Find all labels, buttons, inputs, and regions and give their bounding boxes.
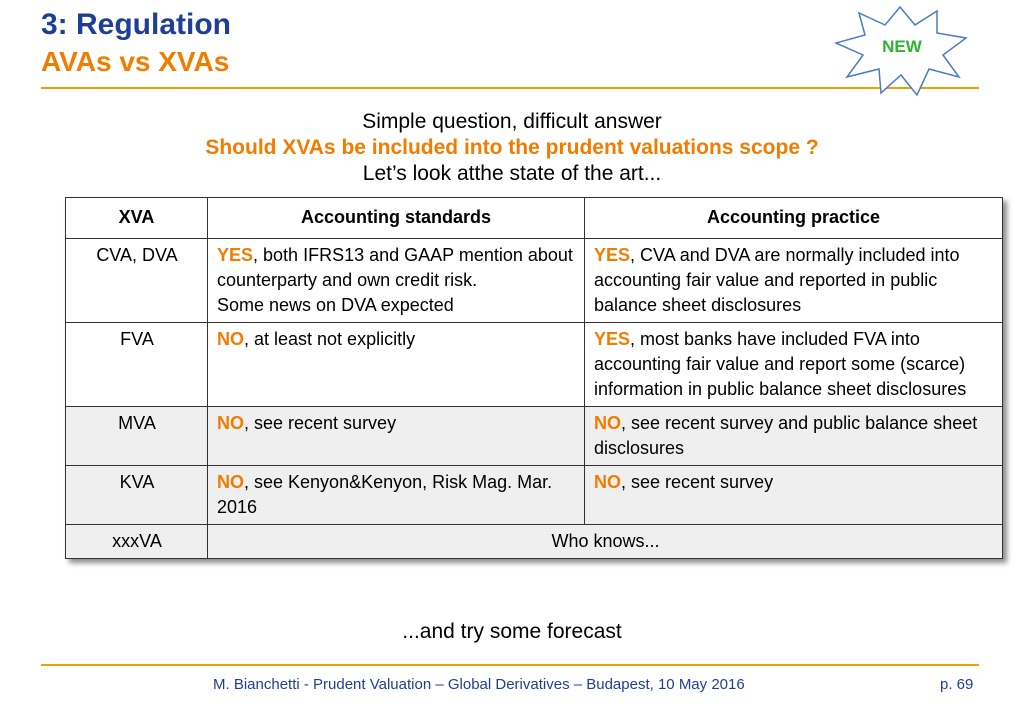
standards-flag: YES (217, 245, 254, 265)
standards-cell (208, 323, 585, 407)
intro-line-1: Simple question, difficult answer (362, 110, 662, 133)
xva-name-cell: CVA, DVA (66, 239, 208, 323)
standards-flag: NO (217, 472, 244, 492)
practice-flag: YES (594, 245, 631, 265)
footer-divider (41, 664, 979, 666)
merged-cell: Who knows... (208, 525, 1003, 559)
column-header-standards: Accounting standards (208, 198, 585, 239)
standards-text-extra: Some news on DVA expected (217, 295, 454, 315)
practice-text: , see recent survey and public balance sheet disclosures (594, 413, 978, 458)
table-row (66, 323, 1003, 407)
practice-text: , most banks have included FVA into accounting fair value and report some (scarce) information in public balance sheet disclosures (594, 329, 967, 399)
practice-cell (585, 239, 1003, 323)
practice-cell (585, 323, 1003, 407)
intro-question: Should XVAs be included into the prudent valuations scope ? (205, 136, 819, 159)
table-header-row (66, 198, 1003, 239)
footer-text: M. Bianchetti - Prudent Valuation – Global Derivatives – Budapest, 10 May 2016 (213, 676, 745, 693)
table-row (66, 239, 1003, 323)
practice-text: , see recent survey (621, 472, 774, 492)
page-number: p. 69 (940, 676, 974, 693)
standards-cell (208, 466, 585, 525)
table-row (66, 525, 1003, 559)
xva-name-cell: xxxVA (66, 525, 208, 559)
practice-text: , CVA and DVA are normally included into accounting fair value and reported in public balance sheet disclosures (594, 245, 960, 315)
xva-name-cell: KVA (66, 466, 208, 525)
closing-line: ...and try some forecast (402, 620, 622, 643)
practice-cell (585, 407, 1003, 466)
practice-flag: YES (594, 329, 631, 349)
practice-flag: NO (594, 413, 621, 433)
practice-flag: NO (594, 472, 621, 492)
xva-name-cell: FVA (66, 323, 208, 407)
standards-cell (208, 239, 585, 323)
table-row (66, 407, 1003, 466)
standards-flag: NO (217, 329, 244, 349)
standards-text: , both IFRS13 and GAAP mention about counterparty and own credit risk. (217, 245, 573, 290)
standards-text: , see Kenyon&Kenyon, Risk Mag. Mar. 2016 (217, 472, 553, 517)
standards-text: , at least not explicitly (244, 329, 416, 349)
practice-cell (585, 466, 1003, 525)
xva-name-cell: MVA (66, 407, 208, 466)
slide-subtitle: AVAs vs XVAs (41, 46, 230, 77)
xva-comparison-table (65, 197, 1003, 559)
column-header-xva: XVA (66, 198, 208, 239)
standards-flag: NO (217, 413, 244, 433)
new-badge-label: NEW (882, 37, 922, 56)
slide-title: 3: Regulation (41, 8, 232, 41)
column-header-practice: Accounting practice (585, 198, 1003, 239)
standards-cell (208, 407, 585, 466)
intro-line-3: Let’s look atthe state of the art... (362, 162, 662, 185)
table-row (66, 466, 1003, 525)
standards-text: , see recent survey (244, 413, 397, 433)
